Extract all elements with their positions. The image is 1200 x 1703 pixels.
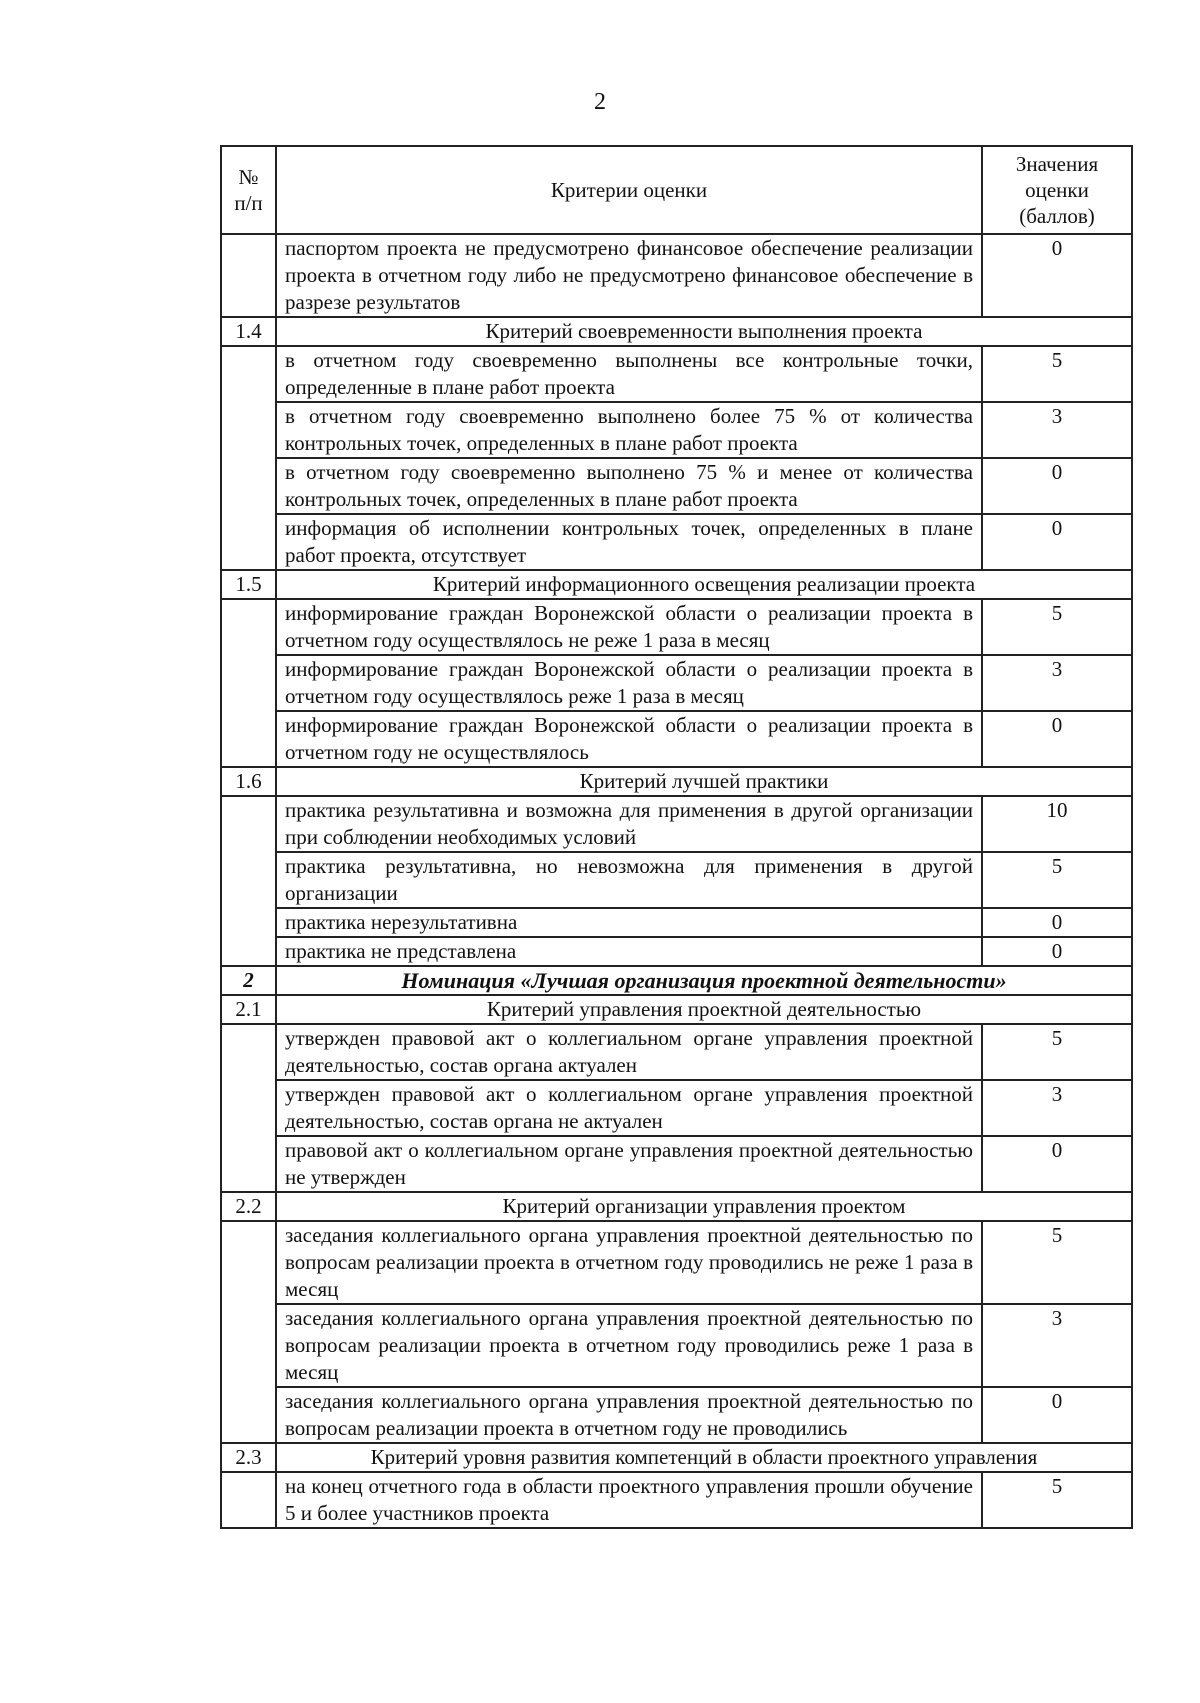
nomination-title: Номинация «Лучшая организация проектной деятельности»	[276, 966, 1132, 995]
criterion-score: 0	[982, 937, 1132, 966]
criterion-row	[221, 1136, 1132, 1192]
criteria-table-body	[221, 234, 1132, 1528]
section-row	[221, 767, 1132, 796]
section-number: 2.3	[221, 1443, 276, 1472]
page-number: 2	[594, 89, 606, 115]
row-number-cell	[221, 599, 276, 655]
row-number-cell	[221, 1221, 276, 1304]
row-number-cell	[221, 908, 276, 937]
criterion-score: 5	[982, 852, 1132, 908]
criterion-text: информация об исполнении контрольных точек, определенных в плане работ проекта, отсутствует	[276, 514, 982, 570]
criterion-score: 3	[982, 1080, 1132, 1136]
row-number-cell	[221, 796, 276, 852]
row-number-cell	[221, 234, 276, 317]
criterion-text: практика не представлена	[276, 937, 982, 966]
criterion-score: 5	[982, 599, 1132, 655]
criterion-text: в отчетном году своевременно выполнены все контрольные точки, определенные в плане работ проекта	[276, 346, 982, 402]
header-value: Значения оценки (баллов)	[982, 146, 1132, 234]
criterion-text: на конец отчетного года в области проектного управления прошли обучение 5 и более участников проекта	[276, 1472, 982, 1528]
criterion-row	[221, 655, 1132, 711]
section-number: 2.2	[221, 1192, 276, 1221]
row-number-cell	[221, 346, 276, 402]
criterion-text: утвержден правовой акт о коллегиальном органе управления проектной деятельностью, состав органа актуален	[276, 1024, 982, 1080]
criterion-text: практика нерезультативна	[276, 908, 982, 937]
row-number-cell	[221, 458, 276, 514]
criterion-text: в отчетном году своевременно выполнено 75 % и менее от количества контрольных точек, определенных в плане работ проекта	[276, 458, 982, 514]
criterion-text: информирование граждан Воронежской области о реализации проекта в отчетном году осуществлялось реже 1 раза в месяц	[276, 655, 982, 711]
criterion-row	[221, 346, 1132, 402]
section-number: 1.4	[221, 317, 276, 346]
criterion-score: 0	[982, 458, 1132, 514]
criterion-row	[221, 1221, 1132, 1304]
criteria-table	[220, 145, 1133, 1529]
criterion-text: паспортом проекта не предусмотрено финансовое обеспечение реализации проекта в отчетном году либо не предусмотрено финансовое обеспечение в разрезе результатов	[276, 234, 982, 317]
criterion-row	[221, 937, 1132, 966]
nomination-row	[221, 966, 1132, 995]
criterion-score: 5	[982, 1024, 1132, 1080]
criterion-score: 0	[982, 711, 1132, 767]
section-title: Критерий уровня развития компетенций в области проектного управления	[276, 1443, 1132, 1472]
criterion-score: 5	[982, 1472, 1132, 1528]
row-number-cell	[221, 1080, 276, 1136]
section-number: 1.5	[221, 570, 276, 599]
criterion-score: 0	[982, 1136, 1132, 1192]
header-criteria: Критерии оценки	[276, 146, 982, 234]
criterion-text: практика результативна, но невозможна для применения в другой организации	[276, 852, 982, 908]
criterion-row	[221, 514, 1132, 570]
criterion-row	[221, 458, 1132, 514]
header-num: № п/п	[221, 146, 276, 234]
criterion-score: 3	[982, 655, 1132, 711]
criterion-row	[221, 402, 1132, 458]
criterion-row	[221, 908, 1132, 937]
criterion-text: заседания коллегиального органа управления проектной деятельностью по вопросам реализации проекта в отчетном году проводились не реже 1 раза в месяц	[276, 1221, 982, 1304]
section-row	[221, 1192, 1132, 1221]
row-number-cell	[221, 1024, 276, 1080]
criterion-score: 0	[982, 514, 1132, 570]
row-number-cell	[221, 1472, 276, 1528]
section-number: 2.1	[221, 995, 276, 1024]
section-title: Критерий информационного освещения реализации проекта	[276, 570, 1132, 599]
criterion-text: заседания коллегиального органа управления проектной деятельностью по вопросам реализации проекта в отчетном году не проводились	[276, 1387, 982, 1443]
section-title: Критерий лучшей практики	[276, 767, 1132, 796]
criterion-row	[221, 1387, 1132, 1443]
row-number-cell	[221, 1304, 276, 1387]
criterion-score: 3	[982, 1304, 1132, 1387]
criterion-text: информирование граждан Воронежской области о реализации проекта в отчетном году осуществлялось не реже 1 раза в месяц	[276, 599, 982, 655]
criterion-score: 3	[982, 402, 1132, 458]
criterion-score: 0	[982, 908, 1132, 937]
section-row	[221, 317, 1132, 346]
criterion-row	[221, 599, 1132, 655]
criterion-row	[221, 796, 1132, 852]
criterion-text: заседания коллегиального органа управления проектной деятельностью по вопросам реализации проекта в отчетном году проводились реже 1 раза в месяц	[276, 1304, 982, 1387]
section-number: 1.6	[221, 767, 276, 796]
table-header-row	[221, 146, 1132, 234]
row-number-cell	[221, 937, 276, 966]
section-row	[221, 995, 1132, 1024]
criterion-score: 10	[982, 796, 1132, 852]
row-number-cell	[221, 655, 276, 711]
criterion-row	[221, 711, 1132, 767]
section-title: Критерий организации управления проектом	[276, 1192, 1132, 1221]
row-number-cell	[221, 852, 276, 908]
criterion-row	[221, 852, 1132, 908]
criterion-score: 0	[982, 234, 1132, 317]
criterion-row	[221, 1304, 1132, 1387]
section-row	[221, 570, 1132, 599]
row-number-cell	[221, 1136, 276, 1192]
section-title: Критерий управления проектной деятельностью	[276, 995, 1132, 1024]
row-number-cell	[221, 514, 276, 570]
section-title: Критерий своевременности выполнения проекта	[276, 317, 1132, 346]
row-number-cell	[221, 711, 276, 767]
criterion-text: утвержден правовой акт о коллегиальном органе управления проектной деятельностью, состав органа не актуален	[276, 1080, 982, 1136]
criterion-text: информирование граждан Воронежской области о реализации проекта в отчетном году не осуществлялось	[276, 711, 982, 767]
section-row	[221, 1443, 1132, 1472]
criterion-score: 0	[982, 1387, 1132, 1443]
row-number-cell	[221, 402, 276, 458]
criterion-row	[221, 1472, 1132, 1528]
criterion-text: правовой акт о коллегиальном органе управления проектной деятельностью не утвержден	[276, 1136, 982, 1192]
criterion-text: в отчетном году своевременно выполнено более 75 % от количества контрольных точек, определенных в плане работ проекта	[276, 402, 982, 458]
criterion-score: 5	[982, 1221, 1132, 1304]
criterion-row	[221, 1080, 1132, 1136]
section-number: 2	[221, 966, 276, 995]
criterion-score: 5	[982, 346, 1132, 402]
criterion-text: практика результативна и возможна для применения в другой организации при соблюдении необходимых условий	[276, 796, 982, 852]
row-number-cell	[221, 1387, 276, 1443]
criterion-row	[221, 1024, 1132, 1080]
criterion-row	[221, 234, 1132, 317]
